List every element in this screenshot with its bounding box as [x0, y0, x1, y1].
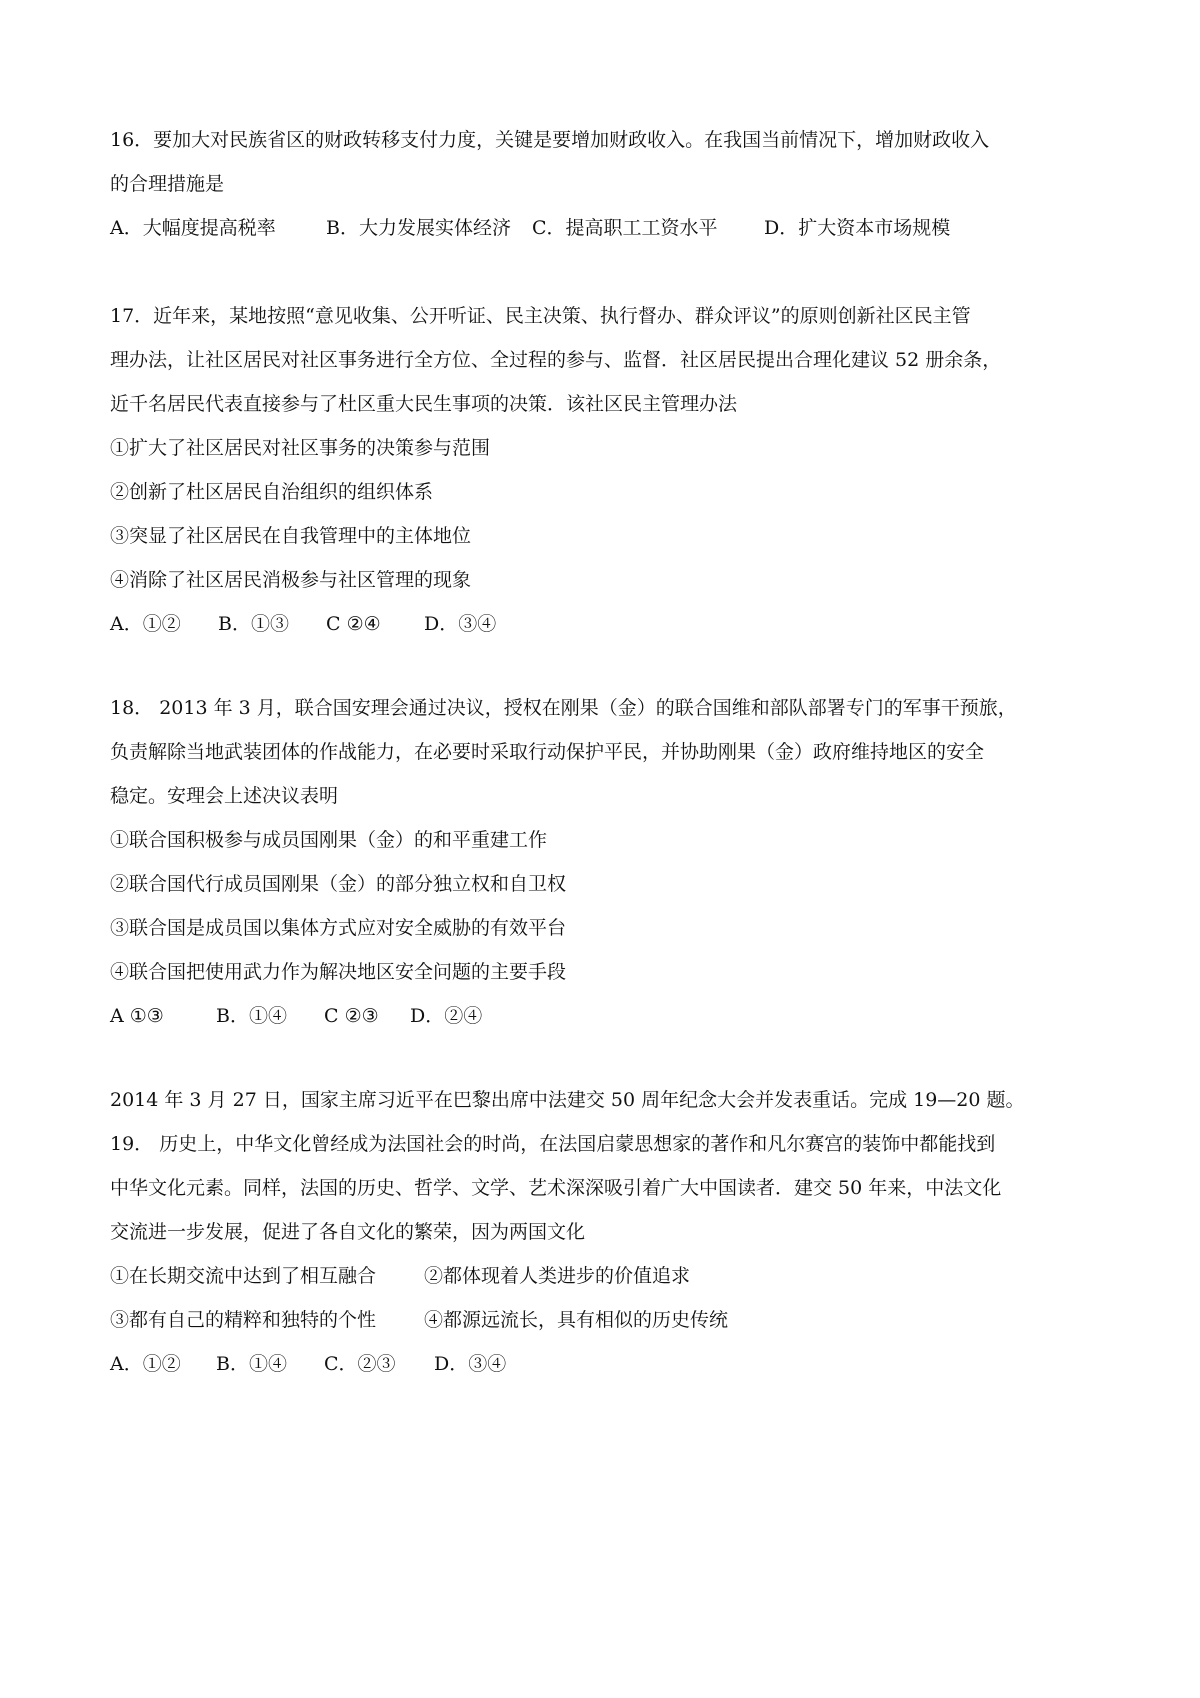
q18-options — [110, 1004, 1100, 1028]
q18-item-1: ①联合国积极参与成员国刚果（金）的和平重建工作 — [110, 829, 548, 851]
q17-option-b: B．①③ — [218, 613, 289, 635]
q19-options — [110, 1352, 1100, 1376]
q17-option-c: C ②④ — [326, 613, 381, 635]
q18-stem-line3: 稳定。安理会上述决议表明 — [110, 785, 339, 807]
q19-item-1: ①在长期交流中达到了相互融合 — [110, 1265, 377, 1287]
q19-option-d: D．③④ — [434, 1353, 507, 1375]
q18-stem-line2: 负责解除当地武装团体的作战能力，在必要时采取行动保护平民，并协助刚果（金）政府维持地区的安全 — [110, 741, 985, 763]
q17-item-2: ②创新了杜区居民自治组织的组织体系 — [110, 481, 434, 503]
q17-item-4: ④消除了社区居民消极参与社区管理的现象 — [110, 569, 472, 591]
q17-option-a: A．①② — [110, 613, 181, 635]
q19-stem-line2: 中华文化元素。同样，法国的历史、哲学、文学、艺术深深吸引着广大中国读者．建交 50 年来，中法文化 — [110, 1177, 1002, 1199]
q19-option-c: C．②③ — [324, 1353, 396, 1375]
q18-option-b: B．①④ — [216, 1005, 287, 1027]
q17-stem-line2: 理办法，让社区居民对社区事务进行全方位、全过程的参与、监督．社区居民提出合理化建议 52 册余条， — [110, 349, 1002, 371]
q16-option-a: A．大幅度提高税率 — [110, 217, 276, 239]
q19-stem-line3: 交流进一步发展，促进了各自文化的繁荣，因为两国文化 — [110, 1221, 586, 1243]
q18-item-2: ②联合国代行成员国刚果（金）的部分独立权和自卫权 — [110, 873, 567, 895]
q18-option-c: C ②③ — [324, 1005, 379, 1027]
q19-stem-line1: 19． 历史上，中华文化曾经成为法国社会的时尚，在法国启蒙思想家的著作和凡尔赛宫的装饰中都能找到 — [110, 1133, 996, 1155]
q19-item-2: ②都体现着人类进步的价值追求 — [424, 1265, 691, 1287]
intro-19-20: 2014 年 3 月 27 日，国家主席习近平在巴黎出席中法建交 50 周年纪念大会并发表重话。完成 19—20 题。 — [110, 1089, 1025, 1111]
q19-items-row2 — [110, 1308, 1100, 1332]
q17-stem-line3: 近千名居民代表直接参与了杜区重大民生事项的决策．该社区民主管理办法 — [110, 393, 738, 415]
q17-options — [110, 612, 1100, 636]
q19-option-a: A．①② — [110, 1353, 181, 1375]
q16-stem-line1: 16．要加大对民族省区的财政转移支付力度，关键是要增加财政收入。在我国当前情况下，增加财政收入 — [110, 129, 990, 151]
q16-stem-line2: 的合理措施是 — [110, 173, 225, 195]
q18-option-d: D．②④ — [410, 1005, 483, 1027]
q19-item-4: ④都源远流长，具有相似的历史传统 — [424, 1309, 729, 1331]
q19-item-3: ③都有自己的精粹和独特的个性 — [110, 1309, 377, 1331]
q19-option-b: B．①④ — [216, 1353, 287, 1375]
q17-option-d: D．③④ — [424, 613, 497, 635]
q17-item-3: ③突显了社区居民在自我管理中的主体地位 — [110, 525, 472, 547]
q18-item-4: ④联合国把使用武力作为解决地区安全问题的主要手段 — [110, 961, 567, 983]
q18-option-a: A ①③ — [110, 1005, 164, 1027]
q19-items-row1 — [110, 1264, 1100, 1288]
q17-item-1: ①扩大了社区居民对社区事务的决策参与范围 — [110, 437, 491, 459]
q18-item-3: ③联合国是成员国以集体方式应对安全威胁的有效平台 — [110, 917, 567, 939]
q16-option-c: C．提高职工工资水平 — [532, 217, 718, 239]
q16-option-b: B．大力发展实体经济 — [326, 217, 511, 239]
q16-options — [110, 216, 1100, 240]
q18-stem-line1: 18． 2013 年 3 月，联合国安理会通过决议，授权在刚果（金）的联合国维和部队部署专门的军事干预旅， — [110, 697, 1017, 719]
q17-stem-line1: 17．近年来，某地按照“意见收集、公开听证、民主决策、执行督办、群众评议”的原则创新社区民主管 — [110, 305, 971, 327]
q16-option-d: D．扩大资本市场规模 — [764, 217, 951, 239]
